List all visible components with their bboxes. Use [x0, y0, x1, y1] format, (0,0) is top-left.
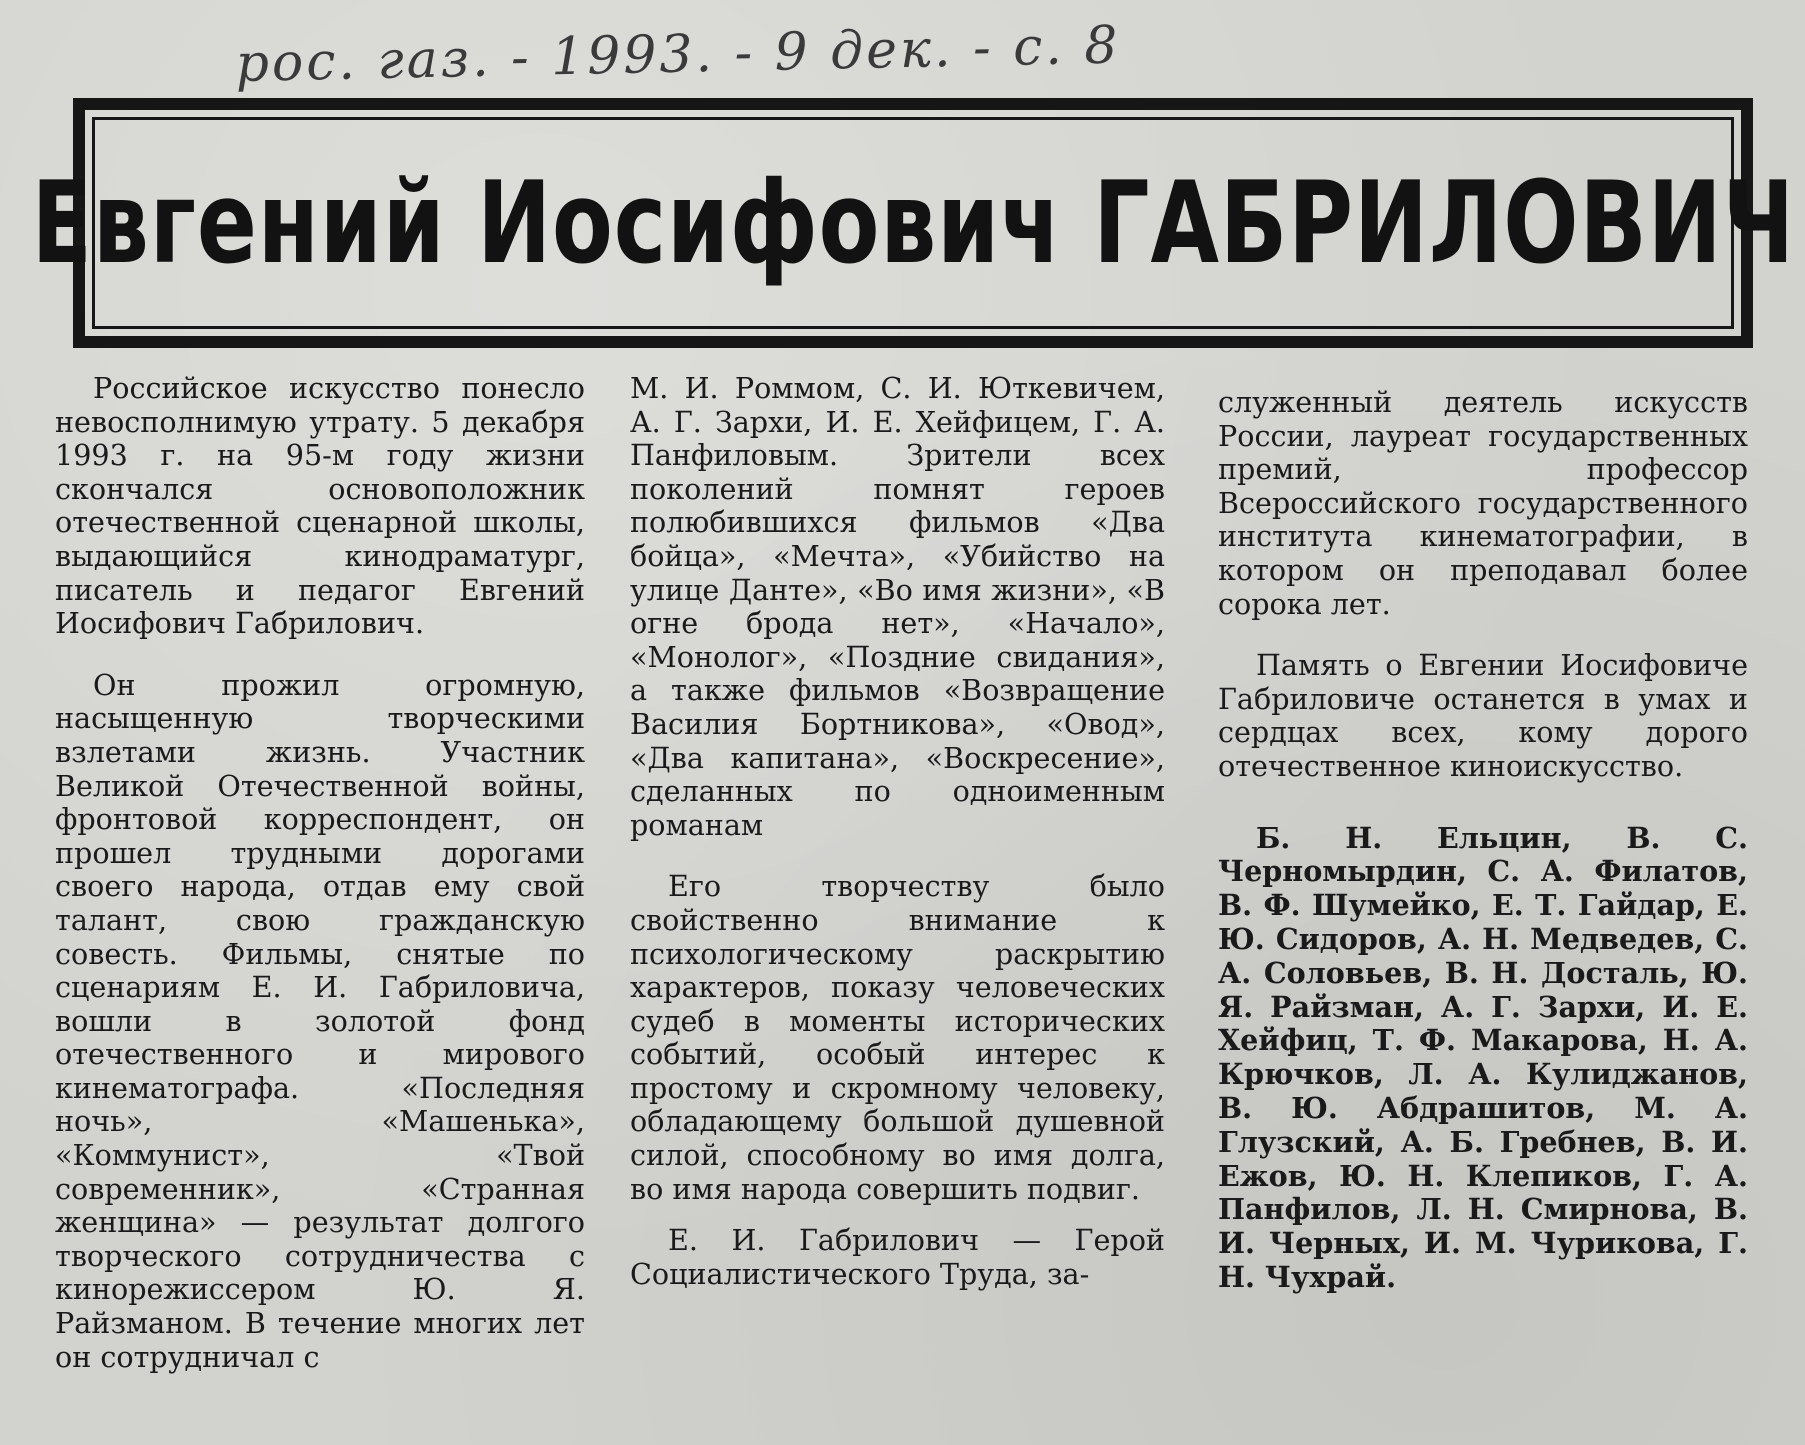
handwritten-source-note: рос. газ. - 1993. - 9 дек. - с. 8	[235, 15, 1121, 94]
text-column-3	[1218, 386, 1748, 1323]
paragraph: Его творчеству было свойственно внимание к психологическому раскрытию характеров, показу человеческих судеб в моменты исторических событий, особый интерес к простому и скромному человеку, обладающему большой душевной силой, способному во имя долга, во имя народа совершить подвиг.	[630, 869, 1165, 1206]
text-column-2	[630, 372, 1165, 1319]
paragraph: Е. И. Габрилович — Герой Социалистического Труда, за-	[630, 1223, 1165, 1291]
headline: Евгений Иосифович ГАБРИЛОВИЧ	[31, 157, 1795, 289]
paragraph: М. И. Роммом, С. И. Юткевичем, А. Г. Зархи, И. Е. Хейфицем, Г. А. Панфиловым. Зрители всех поколений помнят героев полюбившихся фильмов «Два бойца», «Мечта», «Убийство на улице Данте», «Во имя жизни», «В огне брода нет», «Начало», «Монолог», «Поздние свидания», а также фильмов «Возвращение Василия Бортникова», «Овод», «Два капитана», «Воскресение», сделанных по одноименным романам	[630, 371, 1165, 842]
text-column-1	[55, 372, 585, 1402]
signatories-list: Б. Н. Ельцин, В. С. Черномырдин, С. А. Филатов, В. Ф. Шумейко, Е. Т. Гайдар, Е. Ю. Сидоров, А. Н. Медведев, С. А. Соловьев, В. Н. Досталь, Ю. Я. Райзман, А. Г. Зархи, И. Е. Хейфиц, Т. Ф. Макарова, Н. А. Крючков, Л. А. Кулиджанов, В. Ю. Абдрашитов, М. А. Глузский, А. Б. Гребнев, В. И. Ежов, Ю. Н. Клепиков, Г. А. Панфилов, Л. Н. Смирнова, В. И. Черных, И. М. Чурикова, Г. Н. Чухрай.	[1218, 820, 1748, 1294]
paragraph: Российское искусство понесло невосполнимую утрату. 5 декабря 1993 г. на 95-м году жизни скончался основоположник отечественной сценарной школы, выдающийся кинодраматург, писатель и педагог Евгений Иосифович Габрилович.	[55, 371, 585, 641]
paragraph: Он прожил огромную, насыщенную творческими взлетами жизнь. Участник Великой Отечественной войны, фронтовой корреспондент, он прошел трудными дорогами своего народа, отдав ему свой талант, свою гражданскую совесть. Фильмы, снятые по сценариям Е. И. Габриловича, вошли в золотой фонд отечественного и мирового кинематографа. «Последняя ночь», «Машенька», «Коммунист», «Твой современник», «Странная женщина» — результат долгого творческого сотрудничества с кинорежиссером Ю. Я. Райзманом. В течение многих лет он сотрудничал с	[55, 667, 585, 1374]
paragraph: Память о Евгении Иосифовиче Габриловиче останется в умах и сердцах всех, кому дорого отечественное киноискусство.	[1218, 648, 1748, 783]
paragraph: служенный деятель искусств России, лауреат государственных премий, профессор Всероссийского государственного института кинематографии, в котором он преподавал более сорока лет.	[1218, 385, 1748, 621]
headline-frame	[31, 98, 1795, 348]
